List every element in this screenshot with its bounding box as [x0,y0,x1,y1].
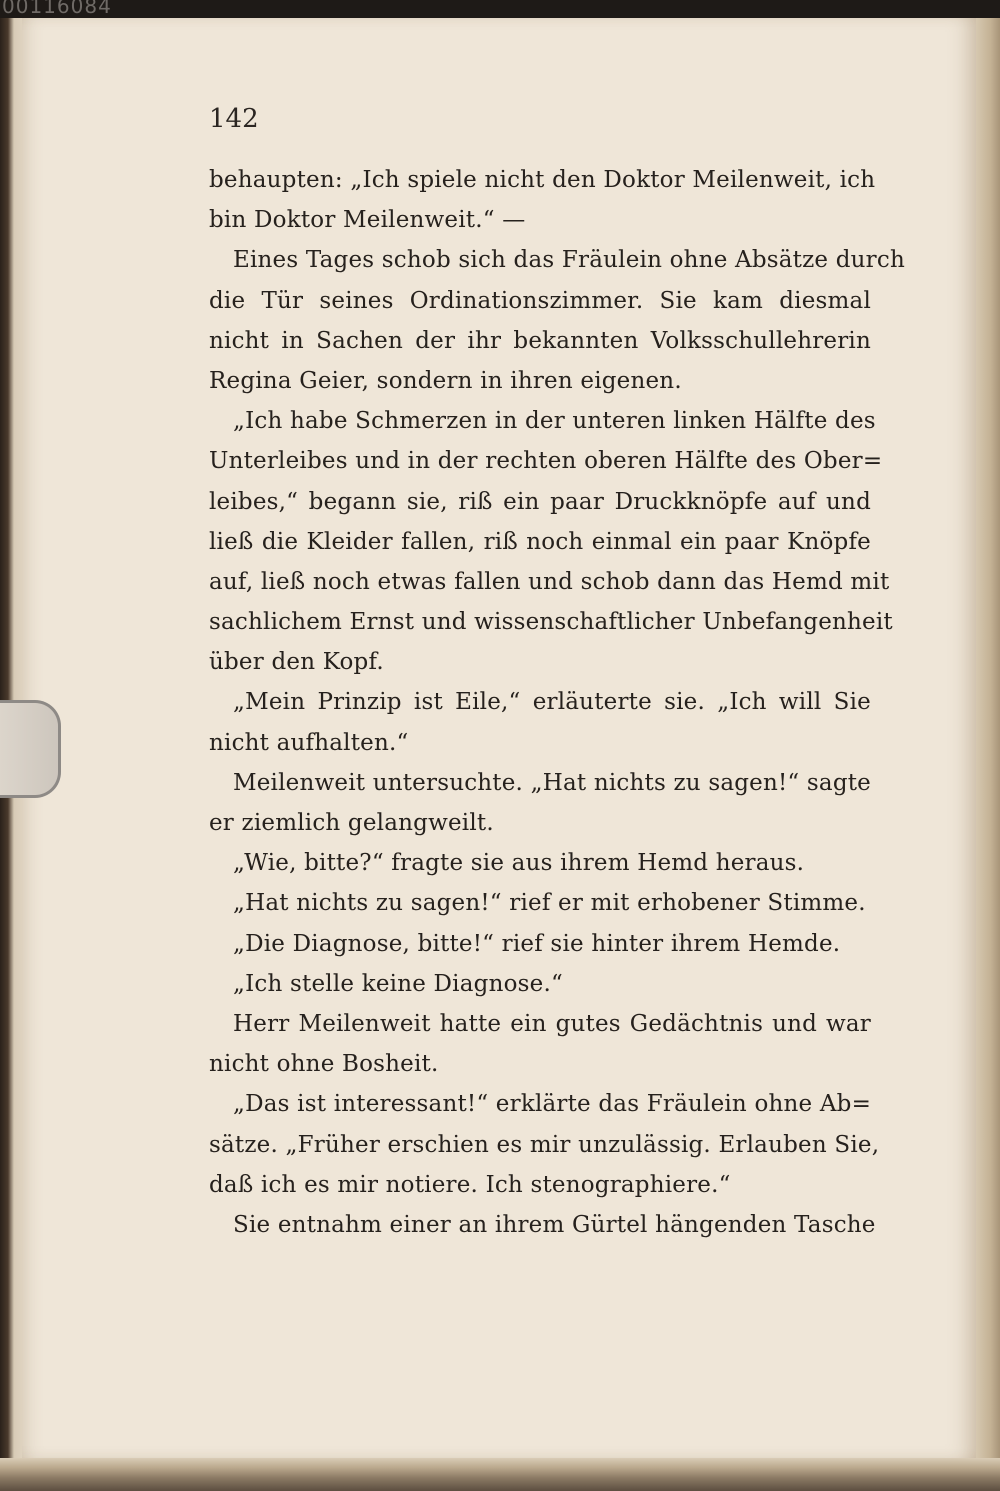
text-line: die Tür seines Ordinationszimmer. Sie kam diesmal [209,287,871,314]
scan-id-label: 00116084 [2,0,112,18]
text-line: daß ich es mir notiere. Ich stenographiere.“ [209,1171,731,1198]
text-line: „Wie, bitte?“ fragte sie aus ihrem Hemd heraus. [233,850,805,877]
text-line: er ziemlich gelangweilt. [209,810,494,836]
text-line: nicht ohne Bosheit. [209,1051,439,1078]
book-bottom-edge [0,1458,1000,1491]
page-stack-edge [976,18,1000,1458]
scan-header-band [0,0,1000,18]
text-line: sachlichem Ernst und wissenschaftlicher Unbefangenheit [209,609,893,636]
text-line: Eines Tages schob sich das Fräulein ohne Absätze durch [233,247,905,274]
text-line: „Mein Prinzip ist Eile,“ erläuterte sie. „Ich will Sie [233,689,871,716]
page-clip [0,700,61,798]
text-line: ließ die Kleider fallen, riß noch einmal ein paar Knöpfe [209,528,871,555]
text-line: Regina Geier, sondern in ihren eigenen. [209,367,682,394]
text-line: „Ich stelle keine Diagnose.“ [233,970,563,997]
text-line: „Ich habe Schmerzen in der unteren linken Hälfte des [233,408,876,435]
text-line: bin Doktor Meilenweit.“ — [209,207,526,234]
text-line: „Hat nichts zu sagen!“ rief er mit erhobener Stimme. [233,890,866,917]
text-line: nicht in Sachen der ihr bekannten Volksschullehrerin [209,327,871,354]
body-text [209,160,905,1245]
text-line: über den Kopf. [209,649,384,676]
text-line: Herr Meilenweit hatte ein gutes Gedächtnis und war [233,1010,871,1037]
text-line: leibes,“ begann sie, riß ein paar Druckknöpfe auf und [209,488,871,515]
text-line: „Das ist interessant!“ erklärte das Fräulein ohne Ab= [233,1091,872,1118]
text-line: Unterleibes und in der rechten oberen Hälfte des Ober= [209,448,883,475]
page-number: 142 [209,104,259,134]
text-line: behaupten: „Ich spiele nicht den Doktor Meilenweit, ich [209,167,876,193]
text-line: Meilenweit untersuchte. „Hat nichts zu sagen!“ sagte [233,769,871,796]
text-line: sätze. „Früher erschien es mir unzulässig. Erlauben Sie, [209,1131,880,1158]
text-line: auf, ließ noch etwas fallen und schob dann das Hemd mit [209,568,890,595]
text-line: Sie entnahm einer an ihrem Gürtel hängenden Tasche [233,1211,876,1238]
text-line: „Die Diagnose, bitte!“ rief sie hinter ihrem Hemde. [233,930,841,957]
text-line: nicht aufhalten.“ [209,729,409,756]
